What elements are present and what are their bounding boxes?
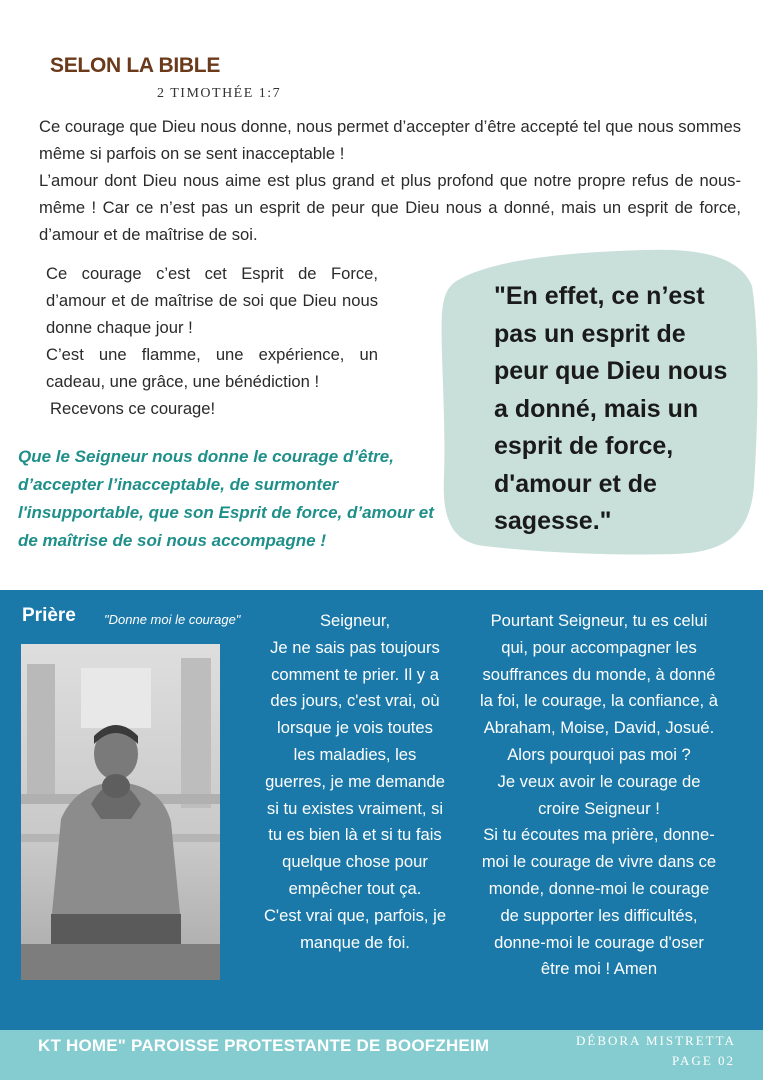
bible-quote: "En effet, ce n’est pas un esprit de peur que Dieu nous a donné, mais un esprit de force, d'amour et de sagesse." <box>494 282 728 535</box>
intro-paragraph: L’amour dont Dieu nous aime est plus grand et plus profond que notre propre refus de nous-même ! Car ce n’est pas un esprit de peur que Dieu nous a donné, mais un esprit de force, d’amour et de maîtrise de soi. <box>39 171 741 244</box>
prayer-line: monde, donne-moi le courage <box>488 878 710 898</box>
intro-text <box>39 113 741 248</box>
courage-paragraph: Recevons ce courage! <box>50 399 216 418</box>
prayer-line: Je ne sais pas toujours <box>270 637 440 657</box>
courage-paragraph: Ce courage c’est cet Esprit de Force, d’amour et de maîtrise de soi que Dieu nous donne chaque jour ! <box>46 264 378 337</box>
prayer-line: Alors pourquoi pas moi ? <box>507 744 691 764</box>
courage-paragraph: C’est une flamme, une expérience, un cadeau, une grâce, une bénédiction ! <box>46 345 378 391</box>
prayer-title: Prière <box>22 605 76 626</box>
prayer-line: qui, pour accompagner les <box>501 637 697 657</box>
section-title: SELON LA BIBLE <box>50 54 221 77</box>
prayer-line: comment te prier. Il y a <box>271 664 439 684</box>
prayer-line: manque de foi. <box>300 932 410 952</box>
prayer-line: Abraham, Moise, David, Josué. <box>483 718 715 738</box>
prayer-line: moi le courage de vivre dans ce <box>481 852 717 872</box>
prayer-line: souffrances du monde, à donné <box>482 664 716 684</box>
page-number: PAGE 02 <box>672 1053 736 1068</box>
prayer-line: les maladies, les <box>293 744 417 764</box>
prayer-line: guerres, je me demande <box>265 771 445 791</box>
prayer-line: croire Seigneur ! <box>538 798 660 818</box>
footer-parish: KT HOME" PAROISSE PROTESTANTE DE BOOFZHEIM <box>38 1036 490 1055</box>
prayer-line: quelque chose pour <box>282 852 428 872</box>
prayer-line: tu es bien là et si tu fais <box>268 825 442 845</box>
bible-reference: 2 TIMOTHÉE 1:7 <box>157 86 282 101</box>
prayer-line: Je veux avoir le courage de <box>497 771 701 791</box>
blessing-text: Que le Seigneur nous donne le courage d’être, d’accepter l’inacceptable, de surmonter l'insupportable, que son Esprit de force, d’amour et de maîtrise de soi nous accompagne ! <box>18 447 434 550</box>
prayer-line: C'est vrai que, parfois, je <box>263 905 447 925</box>
prayer-line: donne-moi le courage d'oser <box>494 932 704 952</box>
prayer-column-right <box>467 608 731 983</box>
courage-text <box>46 260 378 422</box>
praying-man-photo <box>21 644 220 980</box>
prayer-line: être moi ! Amen <box>540 959 658 979</box>
prayer-column-left <box>252 608 458 956</box>
prayer-subtitle: "Donne moi le courage" <box>104 612 241 627</box>
prayer-line: des jours, c'est vrai, où <box>270 691 440 711</box>
footer-author: DÉBORA MISTRETTA <box>576 1033 736 1048</box>
prayer-line: Pourtant Seigneur, tu es celui <box>490 611 708 630</box>
prayer-line: la foi, le courage, la confiance, à <box>480 691 718 711</box>
prayer-line: si tu existes vraiment, si <box>266 798 444 818</box>
intro-paragraph: Ce courage que Dieu nous donne, nous permet d’accepter d’être accepté tel que nous sommes même si parfois on se sent inacceptable ! <box>39 117 741 163</box>
prayer-line: lorsque je vois toutes <box>277 718 433 738</box>
prayer-line: Si tu écoutes ma prière, donne- <box>483 825 715 845</box>
prayer-line: de supporter les difficultés, <box>500 905 698 925</box>
prayer-line: empêcher tout ça. <box>288 878 422 898</box>
prayer-line: Seigneur, <box>319 611 391 630</box>
